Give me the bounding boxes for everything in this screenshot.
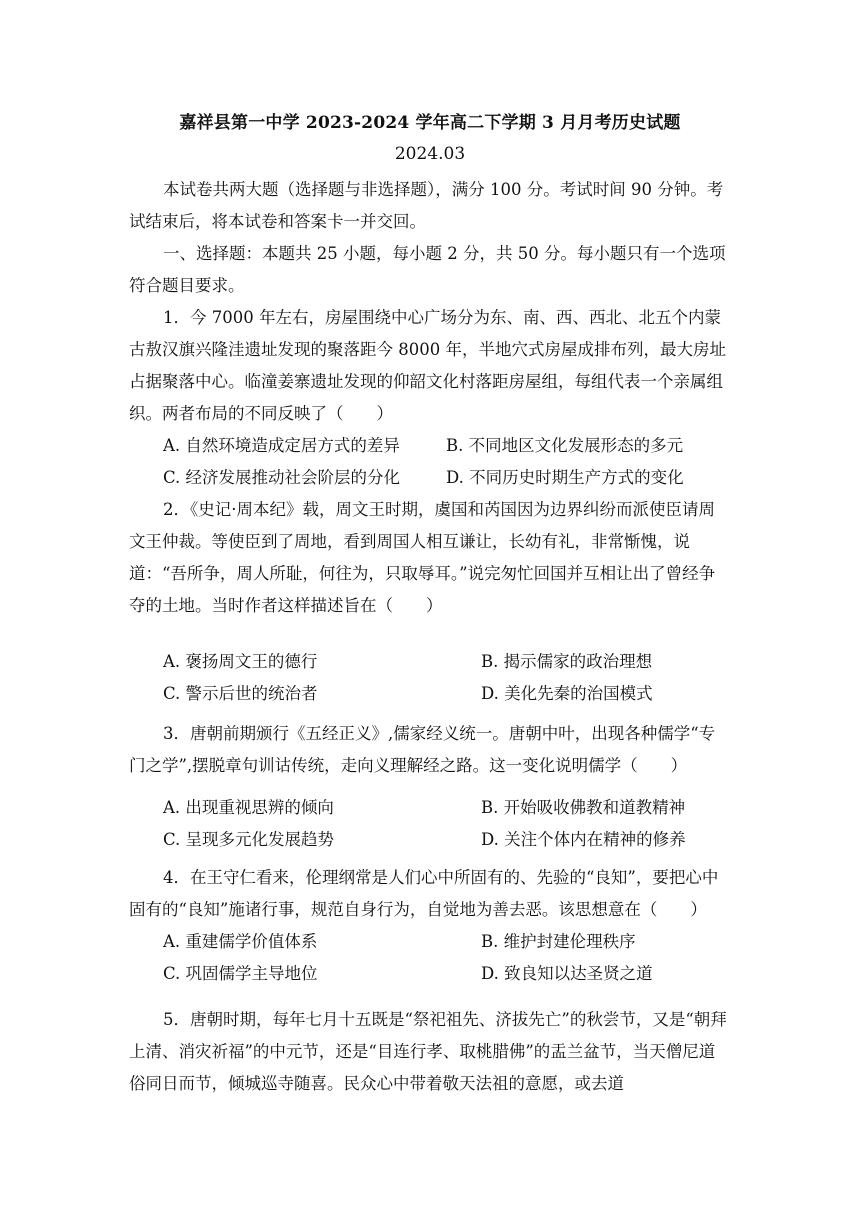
- option-c: C. 警示后世的统治者: [163, 684, 318, 703]
- option-d: D. 不同历史时期生产方式的变化: [446, 468, 684, 487]
- section-text: 一、选择题：本题共 25 小题，每小题 2 分，共 50 分。每小题只有一个选项符合题目要求。: [129, 244, 726, 295]
- option-a: A. 褒扬周文王的德行: [163, 652, 318, 671]
- option-a: A. 出现重视思辨的倾向: [163, 798, 334, 817]
- question-text: 2．《史记·周本纪》载，周文王时期，虞国和芮国因为边界纠纷而派使臣请周文王仲裁。等使臣到了周地，看到周国人相互谦让，长幼有礼，非常惭愧，说道：“吾所争，周人所耻，何往为，只取辱耳。”说完匆忙回国并互相让出了曾经争夺的土地。当时作者这样描述旨在（ ）: [129, 500, 716, 615]
- option-a: A. 自然环境造成定居方式的差异: [163, 436, 400, 455]
- option-b: B. 维护封建伦理秩序: [481, 932, 636, 951]
- question-text: 4．在王守仁看来，伦理纲常是人们心中所固有的、先验的“良知”，要把心中固有的“良知”施诸行事，规范自身行为，自觉地为善去恶。该思想意在（ ）: [129, 868, 719, 919]
- question-4-options: [163, 926, 729, 990]
- exam-title: 嘉祥县第一中学 2023-2024 学年高二下学期 3 月月考历史试题: [179, 113, 681, 133]
- question-3-options: [163, 792, 729, 856]
- question-2-stem: [129, 494, 729, 622]
- option-d: D. 关注个体内在精神的修养: [481, 830, 686, 849]
- option-c: C. 呈现多元化发展趋势: [163, 830, 335, 849]
- option-b: B. 开始吸收佛教和道教精神: [481, 798, 686, 817]
- option-b: B. 揭示儒家的政治理想: [481, 652, 653, 671]
- option-b: B. 不同地区文化发展形态的多元: [446, 436, 684, 455]
- option-d: D. 美化先秦的治国模式: [481, 684, 653, 703]
- question-4-stem: [129, 862, 729, 926]
- question-1-options: [163, 430, 729, 494]
- question-2-options: [163, 646, 729, 710]
- question-text: 1．今 7000 年左右，房屋围绕中心广场分为东、南、西、西北、北五个内蒙古敖汉旗兴隆洼遗址发现的聚落距今 8000 年，半地穴式房屋成排布列，最大房址占据聚落中心。临潼姜寨遗址发现的仰韶文化村落距房屋组，每组代表一个亲属组织。两者布局的不同反映了（ ）: [129, 308, 726, 423]
- intro-paragraph: [129, 174, 729, 238]
- exam-date: 2024.03: [394, 144, 466, 164]
- question-1-stem: [129, 302, 729, 430]
- question-text: 5．唐朝时期，每年七月十五既是“祭祀祖先、济拔先亡”的秋尝节，又是“朝拜上清、消灾祈福”的中元节，还是“目连行孝、取桃腊佛”的盂兰盆节，当天僧尼道俗同日而节，倾城巡寺随喜。民众心中带着敬天法祖的意愿，或去道: [129, 1010, 727, 1093]
- option-c: C. 经济发展推动社会阶层的分化: [163, 468, 401, 487]
- question-text: 3．唐朝前期颁行《五经正义》,儒家经义统一。唐朝中叶，出现各种儒学“专门之学”,摆脱章句训诂传统，走向义理解经之路。这一变化说明儒学（ ）: [129, 724, 716, 775]
- question-3-stem: [129, 718, 729, 782]
- option-d: D. 致良知以达圣贤之道: [481, 964, 653, 983]
- option-a: A. 重建儒学价值体系: [163, 932, 318, 951]
- option-c: C. 巩固儒学主导地位: [163, 964, 318, 983]
- question-5-stem: [129, 1004, 729, 1100]
- section-heading: [129, 238, 729, 302]
- intro-text: 本试卷共两大题（选择题与非选择题），满分 100 分。考试时间 90 分钟。考试结束后，将本试卷和答案卡一并交回。: [129, 180, 724, 231]
